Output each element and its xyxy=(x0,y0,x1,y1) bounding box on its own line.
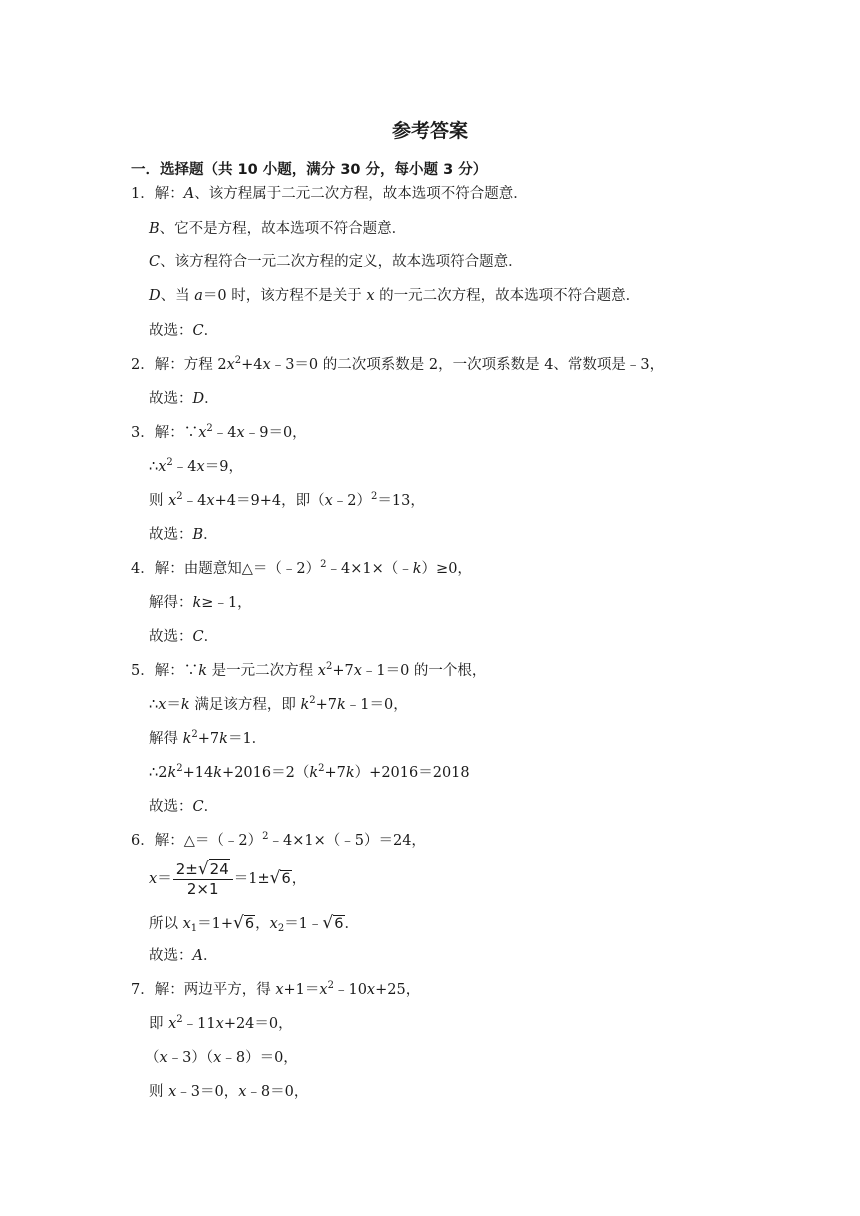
q6-line-1: 6．解：△＝（﹣2）$^2$﹣4×1×（﹣5）＝24， xyxy=(131,831,426,849)
sqrt-sign-icon: √ xyxy=(322,913,334,933)
q4-line-1: 4．解：由题意知△＝（﹣2）$^2$﹣4×1×（﹣k）≥0， xyxy=(131,559,472,577)
q7-number: 7． xyxy=(131,982,155,998)
q5-line-1: 5．解：∵k 是一元二次方程 $x^2+7x﹣1=0$ 的一个根， xyxy=(131,661,487,679)
q2-line-1: 2．解：方程 $2x^2+4x﹣3=0$ 的二次项系数是 2，一次项系数是 4、常数项是﹣3， xyxy=(131,355,665,373)
q5-line-3: 解得 $k^2+7k=1$． xyxy=(149,729,267,747)
section-heading: 一．选择题（共 10 小题，满分 30 分，每小题 3 分） xyxy=(131,162,488,178)
q1-line-4: D、当 a＝0 时，该方程不是关于 x 的一元二次方程，故本选项不符合题意． xyxy=(149,288,641,304)
q6-sqrt-6: √6 xyxy=(322,913,344,933)
q2-answer: 故选：D． xyxy=(149,391,219,407)
q6-sqrt-24: √24 xyxy=(197,858,229,879)
q1-line-2: B、它不是方程，故本选项不符合题意． xyxy=(149,221,407,237)
q6-sqrt-6: √6 xyxy=(233,913,255,933)
q6-answer: 故选：A． xyxy=(149,948,218,964)
q5-number: 5． xyxy=(131,663,155,679)
q7-line-3: （x﹣3）（x﹣8）＝0， xyxy=(145,1050,298,1066)
q3-answer: 故选：B． xyxy=(149,527,218,543)
q6-fraction-denominator: 2×1 xyxy=(186,879,219,898)
sqrt-sign-icon: √ xyxy=(233,913,244,933)
q6-line-2: x＝ $\frac{2\pm√24}{2\times 1}$ ＝1±√6， xyxy=(149,858,307,898)
q3-number: 3． xyxy=(131,425,155,441)
q1-answer: 故选：C． xyxy=(149,323,219,339)
q4-number: 4． xyxy=(131,561,155,577)
q6-fraction-numerator: 2±√24 xyxy=(173,860,233,880)
q7-line-2: 即 $x^2﹣11x+24=0$， xyxy=(149,1014,293,1032)
sqrt-sign-icon: √ xyxy=(269,868,281,888)
q4-answer: 故选：C． xyxy=(149,629,219,645)
q3-line-3: 则 $x^2﹣4x+4=9+4$，即（x﹣2）$^2$＝13， xyxy=(149,491,425,509)
q6-sqrt-6: √6 xyxy=(269,868,291,888)
q5-line-4: $\therefore 2k^2+14k+2016=2(k^2+7k)+2016=2018$ xyxy=(149,763,470,781)
q1-number: 1． xyxy=(131,186,155,202)
q5-answer: 故选：C． xyxy=(149,799,219,815)
q6-line-3: 所以 $x_1=1+√6$，$x_2=1﹣√6$． xyxy=(149,913,359,934)
q2-number: 2． xyxy=(131,357,155,373)
q6-fraction xyxy=(173,860,233,899)
q5-line-2: ∴x＝k 满足该方程，即 $k^2+7k﹣1=0$， xyxy=(149,695,408,713)
q7-line-4: 则 x﹣3＝0，x﹣8＝0， xyxy=(149,1084,309,1100)
q7-line-1: 7．解：两边平方，得 $x+1=x^2﹣10x+25$， xyxy=(131,980,421,998)
q1-line-3: C、该方程符合一元二次方程的定义，故本选项符合题意． xyxy=(149,254,523,270)
q4-line-2: 解得：k≥﹣1， xyxy=(149,595,252,611)
q6-number: 6． xyxy=(131,833,155,849)
q3-line-2: $\therefore x^2﹣4x=9$， xyxy=(149,457,243,475)
q3-line-1: 3．解：$\because x^2﹣4x﹣9=0$， xyxy=(131,423,307,441)
page-title: 参考答案 xyxy=(391,120,468,142)
sqrt-sign-icon: √ xyxy=(197,858,209,879)
q1-line-1: 1．解：A、该方程属于二元二次方程，故本选项不符合题意． xyxy=(131,186,528,202)
